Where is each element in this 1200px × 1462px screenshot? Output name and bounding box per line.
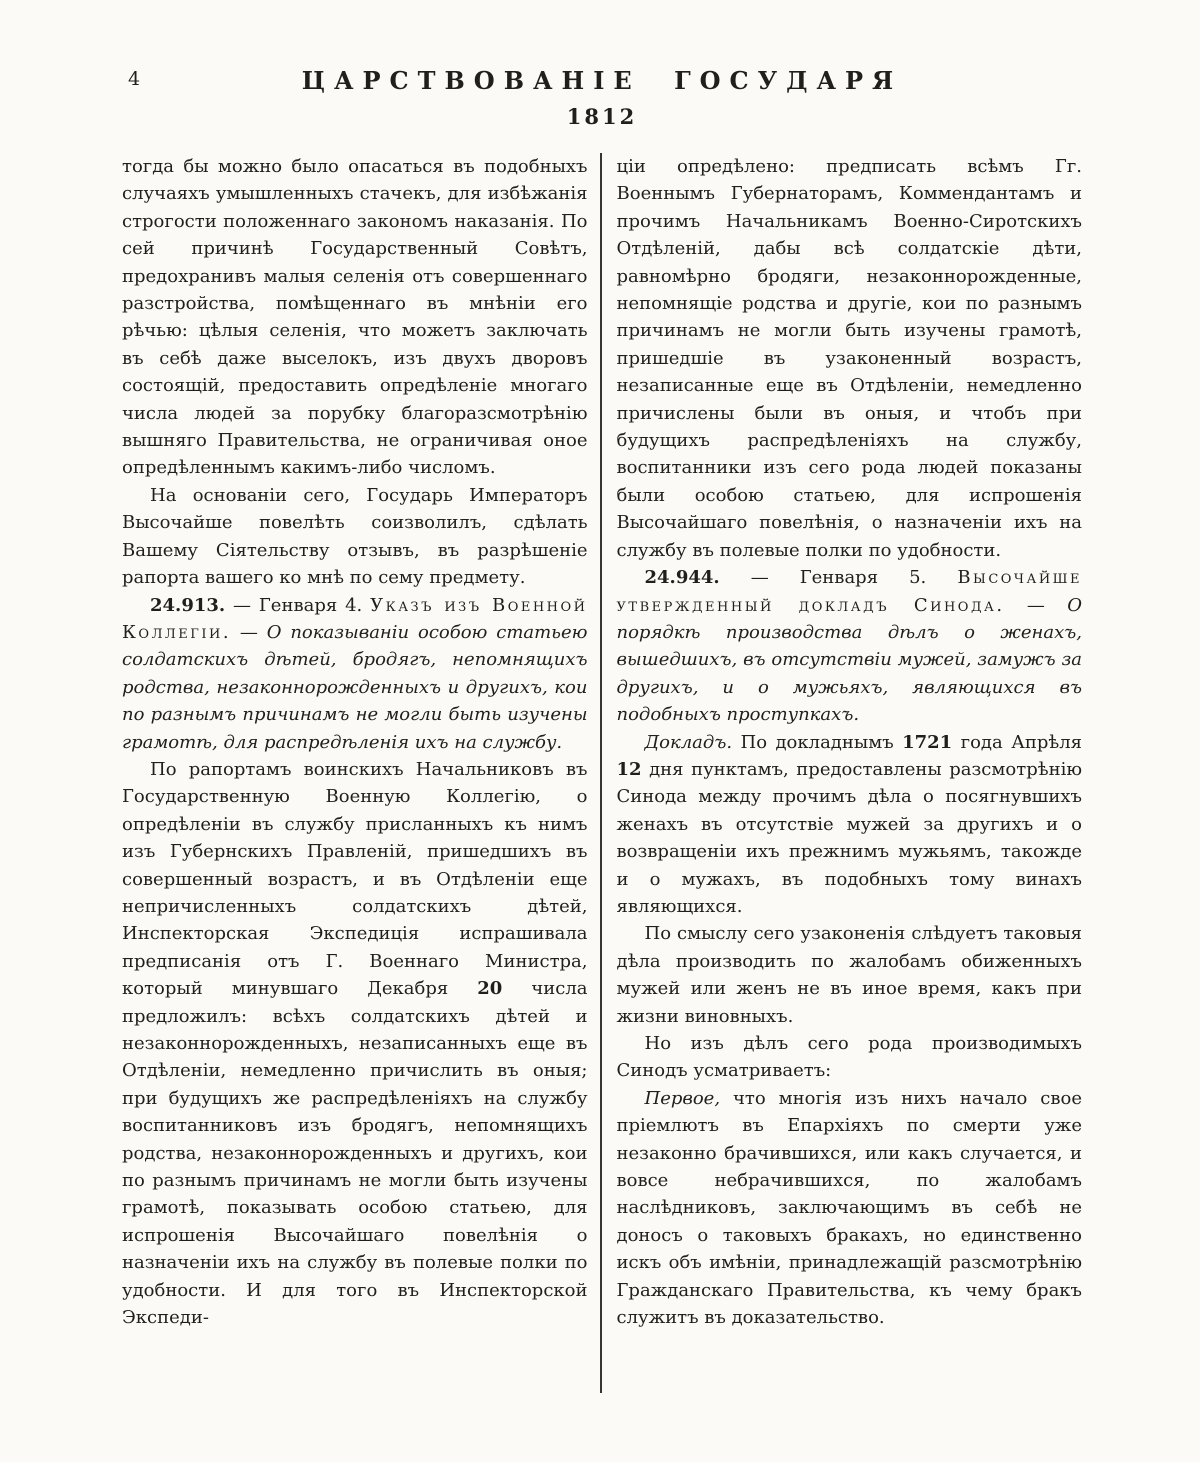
text-segment-normal: На основаніи сего, Государь Императоръ Высочайше повелѣть соизволилъ, сдѣлать Вашему Сіятельству отзывъ, въ разрѣшеніе рапорта вашего ко мнѣ по сему предмету. — [122, 484, 588, 589]
text-columns — [122, 153, 1082, 1393]
text-segment-bold: 1721 — [902, 731, 953, 753]
text-segment-normal: ціи опредѣлено: предписать всѣмъ Гг. Военнымъ Губернаторамъ, Коммендантамъ и прочимъ Начальникамъ Военно-Сиротскихъ Отдѣленій, дабы всѣ солдатскіе дѣти, равномѣрно бродяги, незаконнорожденные, непомнящіе родства и другіе, кои по разнымъ причинамъ не могли быть изучены грамотѣ, пришедшіе въ узаконенный возрастъ, незаписанные еще въ Отдѣленіи, немедленно причислены были въ оныя, и чтобъ при будущихъ распредѣленіяхъ на службу, воспитанники изъ сего рода людей показаны были особою статьею, для испрошенія Высочайшаго повелѣнія, о назначеніи ихъ на службу въ полевые полки по удобности. — [616, 156, 1082, 561]
text-segment-normal: — — [231, 621, 267, 643]
paragraph — [122, 756, 588, 1332]
text-segment-normal: дня пунктамъ, предоставлены разсмотрѣнію Синода между прочимъ дѣла о посягнувшихъ женахъ въ отсутствіе мужей за другихъ и о возвращеніи ихъ прежнимъ мужьямъ, такожде и о мужахъ, въ подобныхъ тому винахъ являющихся. — [616, 758, 1082, 917]
paragraph — [617, 920, 1083, 1030]
text-segment-normal: числа предложилъ: всѣхъ солдатскихъ дѣтей и незаконнорожденныхъ, незаписанныхъ еще въ Отдѣленіи, немедленно причислить въ оныя; при будущихъ же распредѣленіяхъ на службу воспитанниковъ изъ бродягъ, непомнящихъ родства, незаконнорожденныхъ и другихъ, кои по разнымъ причинамъ не могли быть изучены грамотѣ, показывать особою статьею, для испрошенія Высочайшаго повелѣнія о назначеніи ихъ на службу въ полевые полки по удобности. И для того въ Инспекторской Экспеди- — [122, 978, 588, 1329]
paragraph — [122, 482, 588, 592]
paragraph — [617, 564, 1083, 728]
text-segment-normal: Но изъ дѣлъ сего рода производимыхъ Синодъ усматриваетъ: — [616, 1033, 1082, 1082]
text-segment-normal: По рапортамъ воинскихъ Начальниковъ въ Государственную Военную Коллегію, о опредѣленіи въ службу присланныхъ къ нимъ изъ Губернскихъ Правленій, пришедшихъ въ совершенный возрастъ, и въ Отдѣленіи еще непричисленныхъ солдатскихъ дѣтей, Инспекторская Экспедиція испрашивала предписанія отъ Г. Военнаго Министра, который минувшаго Декабря — [122, 758, 588, 1000]
page-header — [122, 66, 1082, 129]
text-segment-italic: О порядкѣ производства дѣлъ о женахъ, вышедшихъ, въ отсутствіи мужей, замужъ за другихъ, и о мужьяхъ, являющихся въ подобныхъ проступкахъ. — [616, 594, 1082, 726]
page-number: 4 — [128, 68, 141, 90]
running-title: ЦАРСТВОВАНІЕ ГОСУДАРЯ — [301, 66, 903, 95]
text-segment-normal: — Генваря 5. — [719, 567, 958, 589]
text-segment-italic: Докладъ. — [644, 731, 733, 753]
text-segment-italic: О показываніи особою статьею солдатскихъ дѣтей, бродягъ, непомнящихъ родства, незаконнорожденныхъ и другихъ, кои по разнымъ причинамъ не могли быть изучены грамотѣ, для распредѣленія ихъ на службу. — [122, 621, 588, 753]
text-segment-italic: Первое, — [644, 1087, 721, 1109]
text-segment-normal: что многія изъ нихъ начало свое пріемлютъ въ Епархіяхъ по смерти уже незаконно брачившихся, или какъ случается, и вовсе небрачившихся, по жалобамъ наслѣдниковъ, заключающимъ въ себѣ не доносъ о таковыхъ бракахъ, но единственно искъ объ имѣніи, принадлежащій разсмотрѣнію Гражданскаго Правительства, къ чему бракъ служитъ въ доказательство. — [616, 1087, 1082, 1329]
text-segment-bold: 24.913. — [150, 594, 226, 616]
text-segment-bold: 20 — [477, 978, 503, 1000]
text-segment-normal: тогда бы можно было опасаться въ подобныхъ случаяхъ умышленныхъ стачекъ, для избѣжанія строгости положеннаго закономъ наказанія. По сей причинѣ Государственный Совѣтъ, предохранивъ малыя селенія отъ совершеннаго разстройства, помѣщеннаго въ мнѣніи его рѣчью: цѣлыя селенія, что можетъ заключать въ себѣ даже выселокъ, изъ двухъ дворовъ состоящій, предоставить опредѣленіе многаго числа людей за порубку благоразсмотрѣнію вышняго Правительства, не ограничивая оное опредѣленнымъ какимъ-либо числомъ. — [122, 156, 588, 479]
right-column — [602, 153, 1083, 1393]
paragraph — [617, 1030, 1083, 1085]
text-segment-normal: — Генваря 4. — [225, 594, 371, 616]
year-heading: 1812 — [566, 104, 638, 129]
paragraph — [617, 153, 1083, 564]
paragraph — [122, 592, 588, 756]
text-segment-normal: По смыслу сего узаконенія слѣдуетъ таковыя дѣла производить по жалобамъ обиженныхъ мужей или женъ не въ иное время, какъ при жизни виновныхъ. — [616, 923, 1082, 1027]
paragraph — [617, 1085, 1083, 1332]
text-segment-normal: По докладнымъ — [732, 731, 903, 753]
paragraph — [617, 729, 1083, 921]
text-segment-normal: года Апрѣля — [952, 731, 1082, 753]
text-segment-bold: 24.944. — [644, 567, 720, 589]
text-segment-spaced: Высочайше утвержденный докладъ Синода. — [616, 567, 1082, 616]
text-segment-spaced: Указъ изъ Военной Коллегіи. — [122, 594, 588, 643]
text-segment-normal: — — [1004, 594, 1068, 616]
left-column — [122, 153, 600, 1393]
paragraph — [122, 153, 588, 482]
text-segment-bold: 12 — [616, 758, 642, 780]
